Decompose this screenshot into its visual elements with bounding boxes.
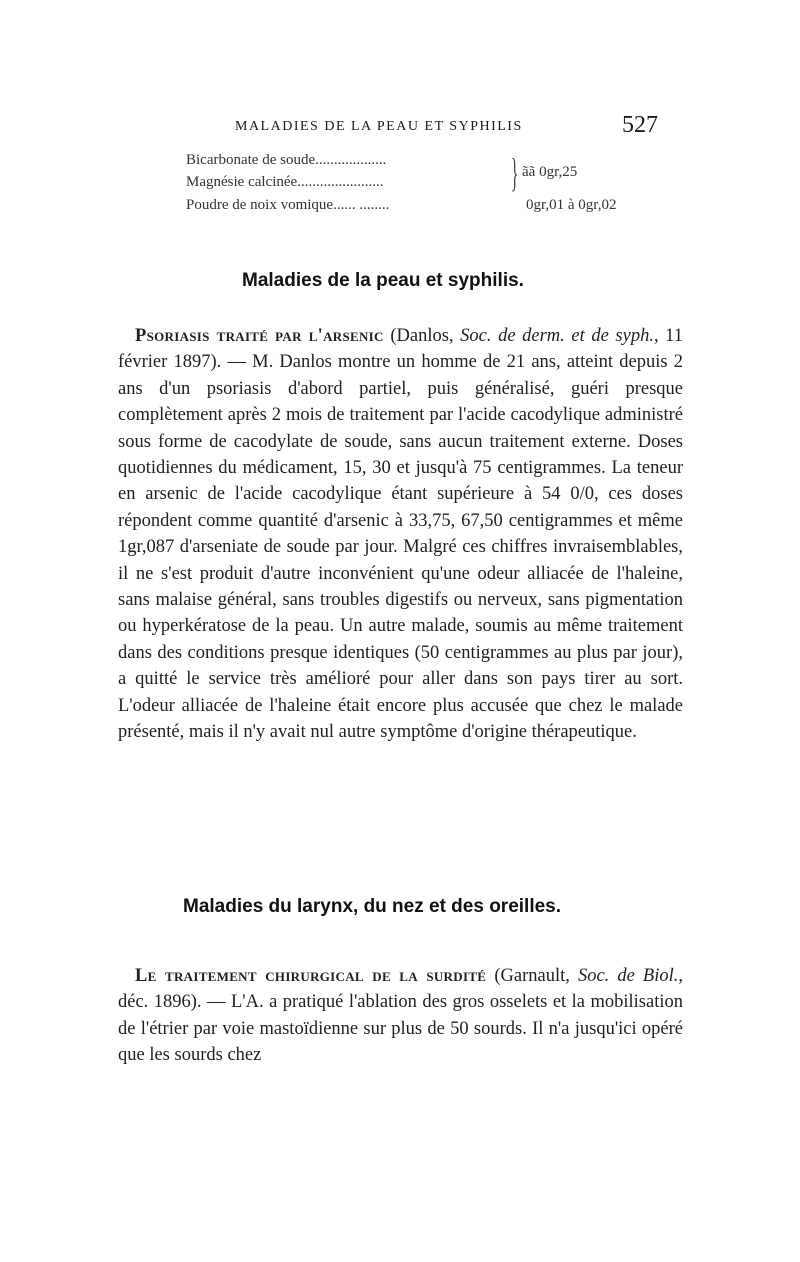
paragraph-psoriasis [118,323,683,746]
paragraph-lead: Psoriasis traité par l'arsenic [135,326,384,346]
paragraph-surdite [118,963,683,1069]
source-citation: Soc. de derm. et de syph. [460,326,654,346]
paragraph-text: , déc. 1896). — L'A. a pratiqué l'ablation des gros osselets et la mobilisation de l'étrier par voie mastoïdienne sur plus de 50 sourds. Il n'a jusqu'ici opéré que les sourds chez [118,966,683,1066]
section-title-larynx-nez-oreilles: Maladies du larynx, du nez et des oreilles. [183,896,562,917]
formula-line-bicarbonate: Bicarbonate de soude................... [186,152,387,168]
paragraph-text: (Danlos, [383,326,461,346]
section-title-peau-syphilis: Maladies de la peau et syphilis. [242,270,524,291]
paragraph-lead: Le traitement chirurgical de la surdité [135,966,487,986]
paragraph-text: (Garnault, [486,966,578,986]
formula-line-magnesie: Magnésie calcinée....................... [186,174,384,190]
running-header: MALADIES DE LA PEAU ET SYPHILIS [235,119,523,134]
formula-line-noix-vomique: Poudre de noix vomique...... ........ [186,197,390,213]
formula-dose-noix-vomique: 0gr,01 à 0gr,02 [526,197,617,213]
formula-shared-dose: ãã 0gr,25 [522,164,578,180]
formula-brace: } [510,150,519,195]
source-citation: Soc. de Biol. [577,966,679,986]
page-number: 527 [622,112,658,138]
paragraph-text: , 11 février 1897). — M. Danlos montre un homme de 21 ans, atteint depuis 2 ans d'un psoriasis d'abord partiel, puis généralisé, guéri presque complètement après 2 mois de traitement par l'acide cacodylique administré sous forme de cacodylate de soude, sans aucun traitement externe. Doses quotidiennes du médicament, 15, 30 et jusqu'à 75 centigrammes. La teneur en arsenic de l'acide cacodylique étant supérieure à 54 0/0, ces doses répondent comme quantité d'arsenic à 33,75, 67,50 centigrammes et même 1gr,087 d'arseniate de soude par jour. Malgré ces chiffres invraisemblables, il ne s'est produit d'autre inconvénient qu'une odeur alliacée de l'haleine, sans malaise général, sans troubles digestifs ou nerveux, sans pigmentation ou hyperkératose de la peau. Un autre malade, soumis au même traitement dans des conditions presque identiques (50 centigrammes au plus par jour), a quitté le service très amélioré pour aller dans son pays tirer au sort. L'odeur alliacée de l'haleine était encore plus accusée que chez le malade présenté, mais il n'y avait nul autre symptôme d'origine thérapeutique. [118,326,683,743]
